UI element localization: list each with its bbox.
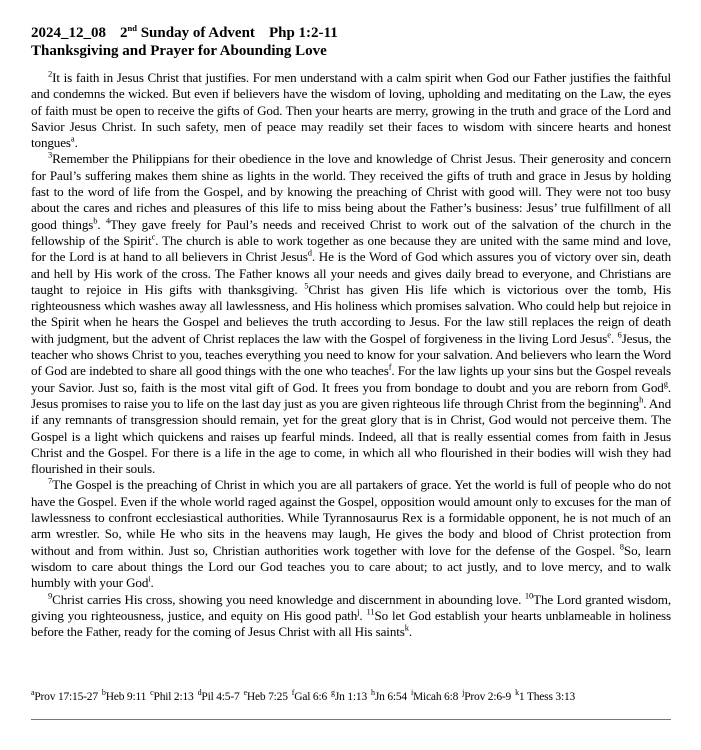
text-run: Remember the Philippians for their obedience in the love and knowledge of Christ Jesus. Their generosity and concern for Paul’s suffering makes them shine as lights in the world. They received the gifts of truth and grace in Jesus by holding fast to the word of life from the Gospel, and by knowing the preaching of Christ with good will. They were not too busy about the cares and riches and pleasures of this life to miss being about the Father’s business: Jesus’ true fulfillment of all good things xyxy=(31,151,671,232)
footnote-entry xyxy=(150,688,194,703)
footnote-mark: j xyxy=(462,688,465,698)
footnote-marker: j xyxy=(357,606,360,617)
footnote-entry xyxy=(31,688,98,703)
text-run: The Lord granted wisdom, giving you righteousness, justice, and equity on His good path xyxy=(31,591,671,623)
document-header xyxy=(31,24,671,42)
text-run: . The church is able to work together as one because they are united with the same mind and love, for the Lord is at hand to all believers in Christ Jesus xyxy=(31,232,671,265)
verse-number: 3 xyxy=(48,150,53,161)
paragraph xyxy=(31,477,671,591)
text-run: Christ carries His cross, showing you need knowledge and discernment in abounding love. xyxy=(52,591,525,607)
verse-number: 9 xyxy=(48,590,53,601)
text-run: So let God establish your hearts unblameable in holiness before the Father, ready for the coming of Jesus Christ with all His saints xyxy=(31,607,671,640)
paragraph xyxy=(31,592,671,641)
footnote-marker: k xyxy=(404,622,409,633)
footnote-mark: e xyxy=(243,688,247,698)
text-run: . And if any remnants of transgression should remain, yet for the great glory that is in Christ, God would not perceive them. The Gospel is a light which quickens and raises up fearful minds. Indeed, all that is really essential comes from faith in Jesus Christ and the Gospel. For there is a life in the age to come, in which all who flourished in their bodies will wish they had flourished in their souls. xyxy=(31,395,671,477)
text-run: Jesus, the teacher who shows Christ to you, teaches everything you need to know for your salvation. And believers who learn the Word of God are indebted to share all good things with the one who teaches xyxy=(31,330,671,379)
paragraph xyxy=(31,70,671,151)
footnote-entry xyxy=(410,688,459,703)
footnote-marker: h xyxy=(639,394,644,405)
sunday-name: Sunday of Advent xyxy=(140,25,255,41)
footnote-marker: c xyxy=(151,231,156,242)
footnote-reference: 1 Thess 3:13 xyxy=(518,691,576,703)
footnote-mark: k xyxy=(515,688,519,698)
footnote-entry xyxy=(462,688,512,703)
footnote-marker: g xyxy=(663,378,668,389)
footnotes xyxy=(31,690,579,704)
verse-number: 5 xyxy=(304,280,309,291)
text-run: . Jesus promises to raise you to life on the last day just as you are given righteous life through Christ from the beginning xyxy=(31,379,671,411)
footnote-entry xyxy=(515,688,576,703)
footnote-marker: i xyxy=(148,573,151,584)
footnote-marker: e xyxy=(607,329,611,340)
footnote-marker: a xyxy=(70,133,75,144)
footnote-entry xyxy=(371,688,407,703)
footnote-entry xyxy=(331,688,367,703)
text-run: They gave freely for Paul’s needs and received Christ to work out of the salvation of the church in the fellowship of the Spirit xyxy=(31,216,672,248)
text-run: . xyxy=(97,216,106,232)
footnote-reference: Micah 6:8 xyxy=(413,691,459,703)
footnote-mark: i xyxy=(410,688,413,698)
footnote-reference: Heb 7:25 xyxy=(246,691,288,703)
footnote-mark: d xyxy=(197,688,202,698)
document-body xyxy=(31,70,671,640)
text-run: . xyxy=(408,624,413,640)
footnote-reference: Gal 6:6 xyxy=(294,691,328,703)
footnote-mark: h xyxy=(371,688,375,698)
footnote-marker: d xyxy=(307,247,312,258)
document-title: Thanksgiving and Prayer for Abounding Love xyxy=(31,43,327,59)
text-run: . He is the Word of God which assures you of victory over sin, death and hell by His work of the cross. The Father knows all your needs and gives daily bread to everyone, and Christians are taught to rejoice in His gifts with thanksgiving. xyxy=(31,249,671,297)
verse-number: 8 xyxy=(619,541,624,552)
text-run: . xyxy=(74,135,78,151)
footnote-reference: Prov 2:6-9 xyxy=(464,691,512,703)
paragraph xyxy=(31,151,671,477)
text-run: . For the law lights up your sins but the Gospel reveals your Savior. Just so, faith is the most vital gift of God. It frees you from bondage to doubt and you are reborn from God xyxy=(31,363,672,395)
text-run: The Gospel is the preaching of Christ in which you are all partakers of grace. Yet the world is full of people who do not have the Gospel. Even if the whole world raged against the Gospel, opposition would amount only to excuses for the man of lawlessness to confront ecclesiastical authorities. While Tyrannosaurus Rex is a formidable opponent, he is not much of an arm wrestler. So, while He who sits in the heavens may laugh, He gives the body and blood of Christ protection from without and from within. Just so, Christian authorities work together with love for the defense of the Gospel. xyxy=(31,477,671,558)
footnote-entry xyxy=(101,688,147,703)
footnote-entry xyxy=(243,688,288,703)
sermon-date: 2024_12_08 xyxy=(31,25,106,41)
footnote-entry xyxy=(197,688,240,703)
footnote-entry xyxy=(291,688,328,703)
footnote-mark: g xyxy=(331,688,335,698)
text-run: . xyxy=(359,607,367,623)
text-run: . xyxy=(150,575,154,591)
footnote-marker: b xyxy=(93,215,98,226)
footnote-reference: Phil 2:13 xyxy=(153,691,194,703)
footnote-marker: f xyxy=(388,361,392,372)
verse-number: 4 xyxy=(105,215,110,226)
text-run: It is faith in Jesus Christ that justifies. For men understand with a calm spirit when God our Father justifies the faithful and condemns the wicked. But even if believers have the wisdom of loving, upholding and meditating on the Law, the eyes of faith must be open to receive the gifts of God. Then your hearts are merry, growing in the truth and grace of the Lord and Savior Jesus Christ. In such safety, men of peace may readily set their faces to wisdom with sincere hearts and honest tongues xyxy=(31,70,671,151)
sunday-number: 2 xyxy=(120,25,128,41)
footnote-mark: b xyxy=(101,688,106,698)
text-run: So, learn wisdom to care about things the Lord our God teaches you to care about; to act justly, and to love mercy, and to walk humbly with your God xyxy=(31,542,671,591)
footnote-reference: Prov 17:15-27 xyxy=(34,691,98,703)
verse-number: 10 xyxy=(524,590,534,601)
verse-number: 11 xyxy=(366,606,375,617)
footnote-reference: Jn 1:13 xyxy=(334,691,367,703)
scripture-reference: Php 1:2-11 xyxy=(268,25,338,41)
footnote-reference: Jn 6:54 xyxy=(374,691,407,703)
footnote-reference: Heb 9:11 xyxy=(105,691,147,703)
text-run: . xyxy=(610,330,618,346)
sunday-ordinal-suffix: nd xyxy=(127,23,137,33)
footnote-divider xyxy=(31,719,671,720)
footnote-mark: f xyxy=(291,688,295,698)
verse-number: 7 xyxy=(48,476,53,487)
footnote-mark: c xyxy=(150,688,154,698)
text-run: Christ has given His life which is victorious over the tomb, His righteousness which washes away all lawlessness, and His holiness which promises salvation. Who could help but rejoice in the Spirit when he hears the Gospel and believes the truth according to Jesus. For the law still replaces the reign of death with judgment, but the advent of Christ replaces the law with the Gospel of forgiveness in the living Lord Jesus xyxy=(31,281,672,346)
verse-number: 2 xyxy=(48,68,53,79)
footnote-reference: Pil 4:5-7 xyxy=(201,691,240,703)
verse-number: 6 xyxy=(617,329,622,340)
footnote-mark: a xyxy=(31,688,35,698)
